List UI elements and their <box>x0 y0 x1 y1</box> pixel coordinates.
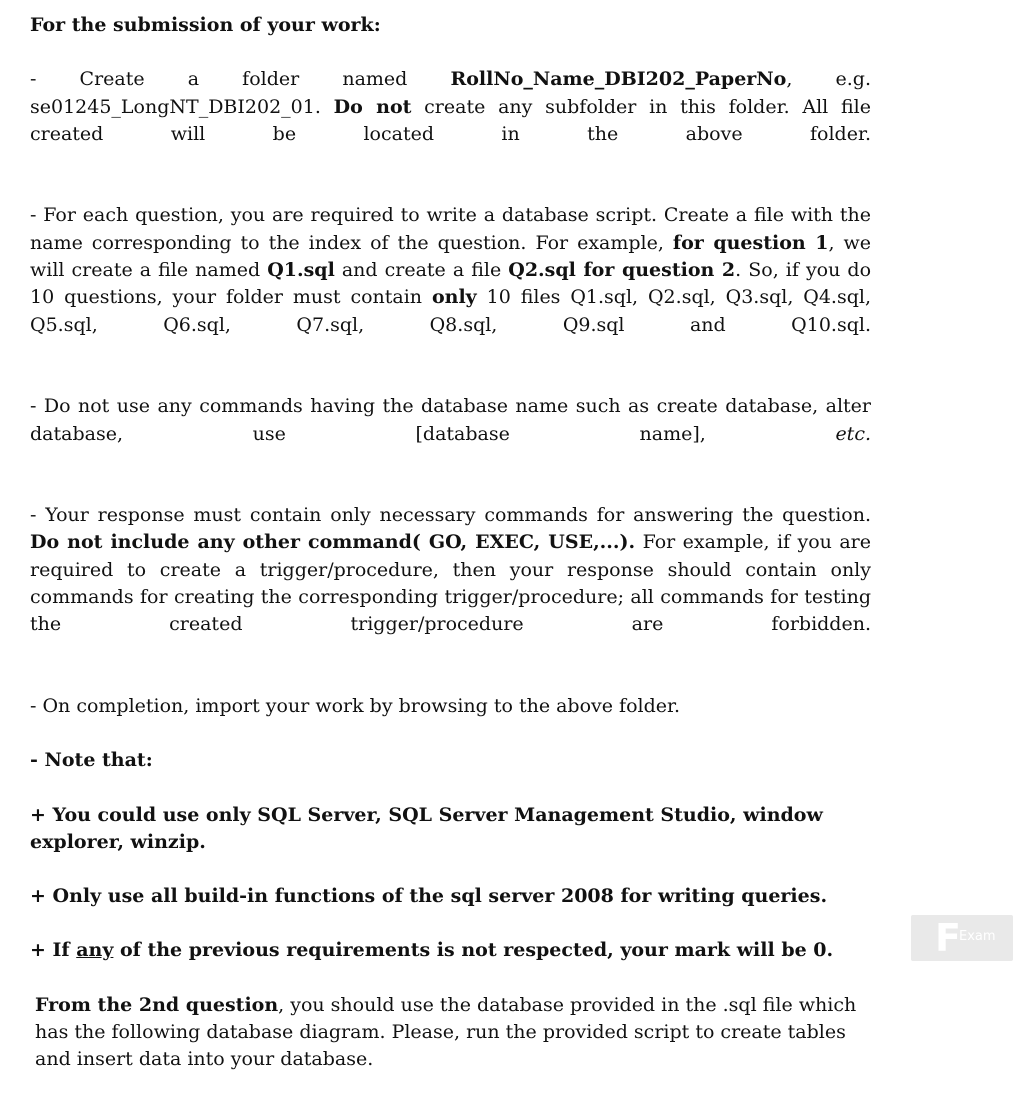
database-instruction: From the 2nd question, you should use the database provided in the .sql file which has the following database diagram. Please, run the provided script to create tables and insert data into your database. <box>35 993 857 1071</box>
note-heading: - Note that: <box>30 749 153 772</box>
watermark-text: Exam <box>959 929 996 944</box>
completion-instruction: - On completion, import your work by browsing to the above folder. <box>30 694 681 717</box>
folder-instruction: - Create a folder named RollNo_Name_DBI202_PaperNo, e.g. se01245_LongNT_DBI202_01. Do not create any subfolder in this folder. All file created will be located in the above folder. <box>30 68 871 145</box>
rule-requirements: + If any of the previous requirements is not respected, your mark will be 0. <box>30 939 834 962</box>
rule-allowed-tools: + You could use only SQL Server, SQL Server Management Studio, window explorer, winzip. <box>30 803 823 853</box>
response-content-instruction: - Your response must contain only necessary commands for answering the question. Do not include any other command( GO, EXEC, USE,...). For example, if you are required to create a trigger/procedure, then your response should contain only commands for creating the corresponding trigger/procedure; all commands for testing the created trigger/procedure are forbidden. <box>30 504 871 636</box>
exam-watermark-logo <box>911 915 1013 961</box>
rule-builtin-functions: + Only use all build-in functions of the sql server 2008 for writing queries. <box>30 885 828 908</box>
logo-icon: F <box>935 916 961 960</box>
database-command-restriction: - Do not use any commands having the database name such as create database, alter database, use [database name], etc. <box>30 395 871 445</box>
submission-heading: For the submission of your work: <box>30 14 381 36</box>
file-naming-instruction: - For each question, you are required to write a database script. Create a file with the name corresponding to the index of the question. For example, for question 1, we will create a file named Q1.sql and create a file Q2.sql for question 2. So, if you do 10 questions, your folder must contain only 10 files Q1.sql, Q2.sql, Q3.sql, Q4.sql, Q5.sql, Q6.sql, Q7.sql, Q8.sql, Q9.sql and Q10.sql. <box>30 204 872 336</box>
document-body <box>30 12 871 1101</box>
